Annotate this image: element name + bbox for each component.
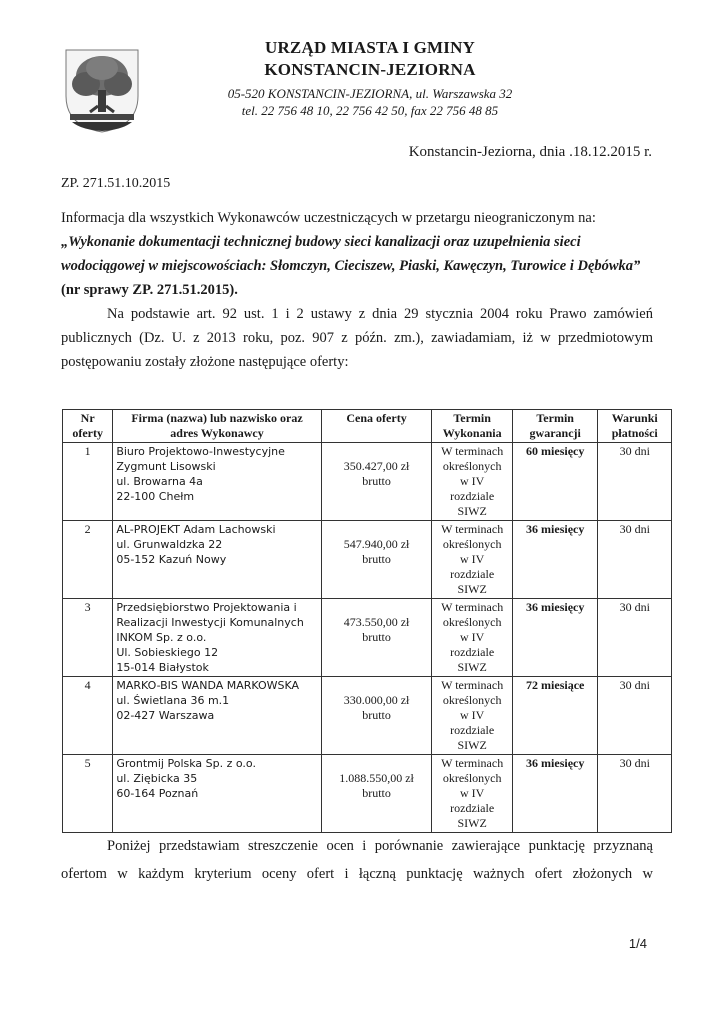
office-phones: tel. 22 756 48 10, 22 756 42 50, fax 22 756 48 85 [241, 103, 499, 118]
offer-price [321, 521, 432, 599]
reference-number: ZP. 271.51.10.2015 [61, 176, 171, 191]
offer-payment: 30 dni [598, 677, 672, 755]
price-note: brutto [362, 630, 391, 644]
firm-line: Grontmij Polska Sp. z o.o. [116, 757, 256, 770]
offer-guarantee: 60 miesięcy [512, 443, 598, 521]
table-row [63, 443, 672, 521]
offer-term [432, 599, 513, 677]
term-line: określonych [442, 693, 502, 707]
term-line: W terminach [441, 678, 504, 692]
offer-term [432, 443, 513, 521]
offer-payment: 30 dni [598, 599, 672, 677]
term-line: W terminach [441, 522, 504, 536]
firm-line: ul. Ziębicka 35 [116, 772, 198, 785]
offer-price [321, 443, 432, 521]
offer-term [432, 677, 513, 755]
term-line: określonych [442, 537, 502, 551]
firm-line: Ul. Sobieskiego 12 [116, 646, 219, 659]
case-number: (nr sprawy ZP. 271.51.2015). [61, 282, 238, 298]
term-line: SIWZ [457, 660, 487, 674]
price-note: brutto [362, 552, 391, 566]
header-payment: Warunki płatności [598, 410, 672, 443]
term-line: SIWZ [457, 582, 487, 596]
firm-line: MARKO-BIS WANDA MARKOWSKA [116, 679, 300, 692]
price-value: 1.088.550,00 zł [339, 771, 414, 785]
term-line: określonych [442, 615, 502, 629]
tender-title: „Wykonanie dokumentacji technicznej budowy sieci kanalizacji oraz uzupełnienia sieci wodociągowej w miejscowościach: Słomczyn, Cieciszew, Piaski, Kawęczyn, Turowice i Dębówka” [61, 234, 641, 274]
term-line: w IV [460, 630, 485, 644]
header-guarantee: Termin gwarancji [512, 410, 598, 443]
offer-firm [113, 677, 321, 755]
offer-number: 1 [63, 443, 113, 521]
offer-number: 3 [63, 599, 113, 677]
header-term: Termin Wykonania [432, 410, 513, 443]
firm-line: 60-164 Poznań [116, 787, 199, 800]
offer-firm [113, 521, 321, 599]
offer-payment: 30 dni [598, 521, 672, 599]
offer-number: 2 [63, 521, 113, 599]
firm-line: AL-PROJEKT Adam Lachowski [116, 523, 276, 536]
firm-line: Biuro Projektowo-Inwestycyjne [116, 445, 285, 458]
firm-line: 05-152 Kazuń Nowy [116, 553, 227, 566]
table-row [63, 755, 672, 833]
price-note: brutto [362, 786, 391, 800]
term-line: określonych [442, 771, 502, 785]
price-note: brutto [362, 708, 391, 722]
firm-line: 02-427 Warszawa [116, 709, 215, 722]
term-line: SIWZ [457, 504, 487, 518]
offer-firm [113, 443, 321, 521]
term-line: W terminach [441, 756, 504, 770]
offer-number: 4 [63, 677, 113, 755]
firm-line: Przedsiębiorstwo Projektowania i [116, 601, 297, 614]
offers-table [62, 409, 672, 833]
header-price: Cena oferty [321, 410, 432, 443]
term-line: w IV [460, 786, 485, 800]
offer-firm [113, 599, 321, 677]
header-firm: Firma (nazwa) lub nazwisko oraz adres Wykonawcy [113, 410, 321, 443]
offer-guarantee: 72 miesiące [512, 677, 598, 755]
offer-guarantee: 36 miesięcy [512, 599, 598, 677]
offer-term [432, 521, 513, 599]
firm-line: 22-100 Chełm [116, 490, 195, 503]
offer-number: 5 [63, 755, 113, 833]
intro-section [61, 206, 653, 374]
price-value: 330.000,00 zł [343, 693, 410, 707]
price-value: 350.427,00 zł [343, 459, 410, 473]
term-line: rozdziale [450, 645, 495, 659]
term-line: w IV [460, 552, 485, 566]
offer-payment: 30 dni [598, 755, 672, 833]
intro-line: Informacja dla wszystkich Wykonawców uczestniczących w przetargu nieograniczonym na: [61, 210, 596, 226]
offer-term [432, 755, 513, 833]
term-line: określonych [442, 459, 502, 473]
office-name-line1: URZĄD MIASTA I GMINY [264, 38, 476, 57]
price-note: brutto [362, 474, 391, 488]
header-nr: Nr oferty [63, 410, 113, 443]
term-line: W terminach [441, 444, 504, 458]
firm-line: INKOM Sp. z o.o. [116, 631, 207, 644]
legal-basis: Na podstawie art. 92 ust. 1 i 2 ustawy z dnia 29 stycznia 2004 roku Prawo zamówień publicznych (Dz. U. z 2013 roku, poz. 907 z późn. zm.), zawiadamiam, iż w przedmiotowym postępowaniu zostały złożone następujące oferty: [61, 306, 653, 370]
table-row [63, 599, 672, 677]
offer-price [321, 755, 432, 833]
table-row [63, 521, 672, 599]
firm-line: ul. Świetlana 36 m.1 [116, 694, 230, 707]
offer-guarantee: 36 miesięcy [512, 521, 598, 599]
firm-line: Realizacji Inwestycji Komunalnych [116, 616, 304, 629]
document-date: Konstancin-Jeziorna, dnia .18.12.2015 r. [408, 144, 652, 160]
term-line: w IV [460, 708, 485, 722]
term-line: rozdziale [450, 801, 495, 815]
summary-paragraph: Poniżej przedstawiam streszczenie ocen i porównanie zawierające punktację przyznaną ofertom w każdym kryterium oceny ofert i łączną punktację ważnych ofert złożonych w [61, 838, 653, 882]
offer-price [321, 599, 432, 677]
table-row [63, 677, 672, 755]
offer-price [321, 677, 432, 755]
firm-line: ul. Grunwaldzka 22 [116, 538, 223, 551]
offer-guarantee: 36 miesięcy [512, 755, 598, 833]
offer-payment: 30 dni [598, 443, 672, 521]
term-line: SIWZ [457, 816, 487, 830]
municipal-emblem-icon [62, 46, 142, 134]
firm-line: 15-014 Białystok [116, 661, 209, 674]
term-line: rozdziale [450, 723, 495, 737]
firm-line: Zygmunt Lisowski [116, 460, 216, 473]
term-line: rozdziale [450, 489, 495, 503]
term-line: w IV [460, 474, 485, 488]
price-value: 547.940,00 zł [343, 537, 410, 551]
page-number: 1/4 [628, 936, 647, 951]
price-value: 473.550,00 zł [343, 615, 410, 629]
offer-firm [113, 755, 321, 833]
office-address: 05-520 KONSTANCIN-JEZIORNA, ul. Warszawska 32 [227, 86, 513, 101]
term-line: SIWZ [457, 738, 487, 752]
term-line: W terminach [441, 600, 504, 614]
term-line: rozdziale [450, 567, 495, 581]
firm-line: ul. Browarna 4a [116, 475, 203, 488]
table-header-row [63, 410, 672, 443]
office-name-line2: KONSTANCIN-JEZIORNA [264, 60, 476, 79]
